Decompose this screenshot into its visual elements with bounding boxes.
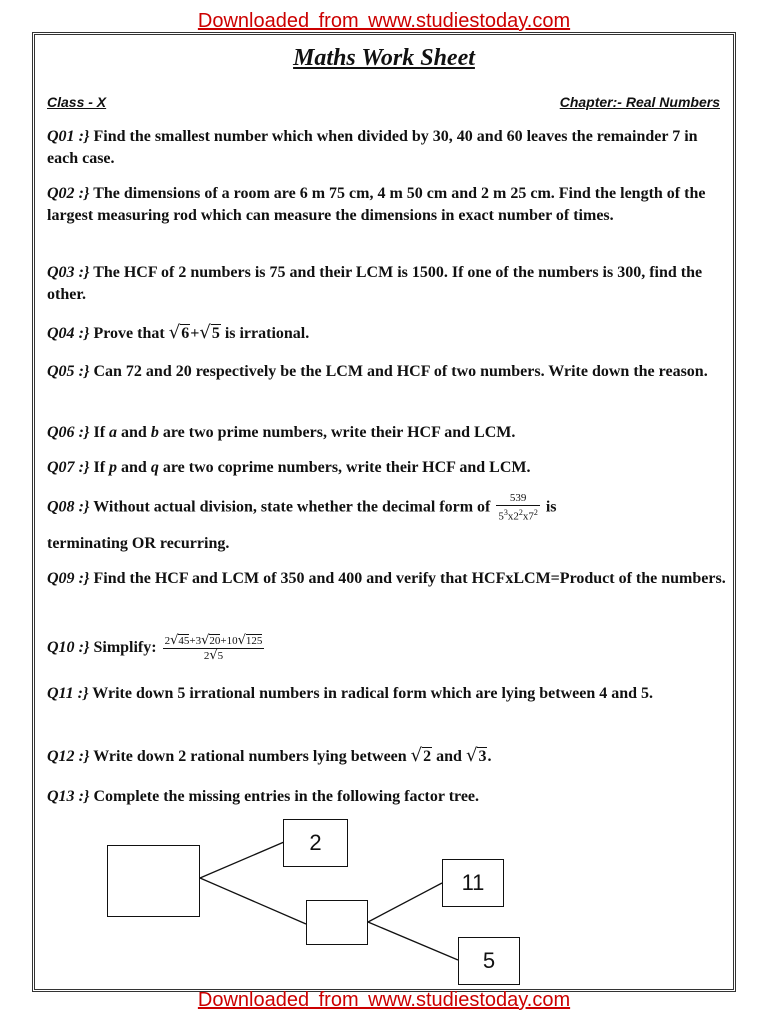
question-number: Q05 — [47, 363, 75, 380]
question-prefix: :} — [78, 570, 90, 587]
question-number: Q02 — [47, 185, 75, 202]
question-number: Q01 — [47, 128, 75, 145]
watermark-top[interactable]: Downloaded from www.studiestoday.com — [197, 10, 571, 32]
exponent: 2 — [518, 508, 523, 517]
question-text: and — [121, 459, 147, 476]
question-text: Write down 5 irrational numbers in radical form which are lying between 4 and 5. — [92, 685, 654, 702]
radicand: 6 — [181, 325, 190, 342]
branch-line — [200, 878, 306, 924]
radicand: 20 — [209, 635, 221, 647]
question-number: Q13 — [47, 788, 75, 805]
worksheet-title: Maths Work Sheet — [293, 45, 475, 71]
radicand: 125 — [245, 635, 263, 647]
variable: p — [109, 459, 118, 476]
coefficient: 2 — [203, 650, 210, 662]
question-prefix: :} — [78, 185, 90, 202]
radicand: 45 — [178, 635, 190, 647]
question-number: Q08 — [47, 498, 75, 516]
question-number: Q03 — [47, 264, 75, 281]
coefficient: +10 — [220, 635, 238, 647]
question-number: Q07 — [47, 459, 75, 476]
question-text: terminating OR recurring. — [47, 535, 230, 552]
question-number: Q12 — [47, 748, 75, 765]
coefficient: 2 — [164, 635, 171, 647]
radicand: 5 — [211, 325, 220, 342]
class-label: Class - X — [47, 94, 107, 110]
sqrt-expression: √5 — [199, 322, 220, 343]
question-prefix: :} — [78, 264, 90, 281]
variable: a — [109, 424, 118, 441]
factor-tree-box-5: 5 — [458, 937, 520, 985]
fraction-numerator: 2√45+3√20+10√125 — [164, 633, 263, 648]
question-text: Complete the missing entries in the following factor tree. — [93, 788, 480, 805]
variable: q — [150, 459, 159, 476]
question-prefix: :} — [78, 498, 90, 516]
denominator-part: x7 — [522, 510, 534, 523]
question-prefix: :} — [78, 639, 90, 657]
branch-line — [200, 842, 284, 878]
question-text: are two coprime numbers, write their HCF and LCM. — [162, 459, 531, 476]
question-prefix: :} — [78, 748, 90, 765]
question-prefix: :} — [78, 424, 90, 441]
question-prefix: :} — [78, 363, 90, 380]
question-prefix: :} — [78, 459, 90, 476]
factor-tree-box-2: 2 — [283, 819, 348, 867]
exponent: 3 — [503, 508, 508, 517]
sqrt-expression: √2 — [410, 745, 432, 766]
branch-line — [368, 883, 442, 922]
question-text: The dimensions of a room are 6 m 75 cm, 4 m 50 cm and 2 m 25 cm. Find the length of the largest measuring rod which can measure the dimensions in exact number of times. — [47, 185, 706, 224]
operator: + — [190, 325, 200, 342]
chapter-label: Chapter:- Real Numbers — [559, 94, 720, 110]
factor-tree-middle-box[interactable] — [306, 900, 368, 945]
question-text: Find the smallest number which when divided by 30, 40 and 60 leaves the remainder 7 in each case. — [47, 128, 698, 167]
sqrt-expression: √6 — [168, 322, 190, 343]
radicand: 5 — [217, 650, 224, 662]
question-prefix: :} — [77, 685, 89, 702]
variable: b — [150, 424, 159, 441]
question-text: Can 72 and 20 respectively be the LCM and HCF of two numbers. Write down the reason. — [93, 363, 708, 380]
coefficient: +3 — [189, 635, 202, 647]
question-text: If — [93, 459, 106, 476]
fraction-numerator: 539 — [496, 492, 540, 506]
question-text-end: is — [545, 498, 557, 516]
radicand: 2 — [423, 748, 432, 765]
question-prefix: :} — [78, 325, 90, 342]
question-text: and — [436, 748, 462, 765]
radicand: 3 — [478, 748, 487, 765]
question-text: If — [93, 424, 106, 441]
question-text: Find the HCF and LCM of 350 and 400 and verify that HCFxLCM=Product of the numbers. — [93, 570, 726, 587]
question-prefix: :} — [78, 788, 90, 805]
question-number: Q11 — [47, 685, 74, 702]
denominator-part: x2 — [507, 510, 519, 523]
question-text: Prove that — [93, 325, 165, 342]
factor-tree-root-box[interactable] — [107, 845, 200, 917]
question-prefix: :} — [78, 128, 90, 145]
fraction-denominator: 2√5 — [203, 648, 224, 663]
question-number: Q10 — [47, 639, 75, 657]
question-text-end: . — [487, 748, 492, 765]
denominator-part: 5 — [498, 510, 504, 523]
question-number: Q06 — [47, 424, 75, 441]
factor-tree-box-11: 11 — [442, 859, 504, 907]
sqrt-expression: √3 — [465, 745, 487, 766]
question-text: Simplify: — [93, 639, 157, 657]
branch-line — [368, 922, 458, 960]
question-text: Write down 2 rational numbers lying between — [93, 748, 407, 765]
exponent: 2 — [533, 508, 538, 517]
question-number: Q09 — [47, 570, 75, 587]
question-text: and — [121, 424, 147, 441]
watermark-bottom[interactable]: Downloaded from www.studiestoday.com — [197, 989, 571, 1011]
question-number: Q04 — [47, 325, 75, 342]
question-text: are two prime numbers, write their HCF and LCM. — [162, 424, 516, 441]
question-text: The HCF of 2 numbers is 75 and their LCM is 1500. If one of the numbers is 300, find the other. — [47, 264, 703, 303]
question-text-end: is irrational. — [224, 325, 310, 342]
question-text: Without actual division, state whether the decimal form of — [93, 498, 491, 516]
